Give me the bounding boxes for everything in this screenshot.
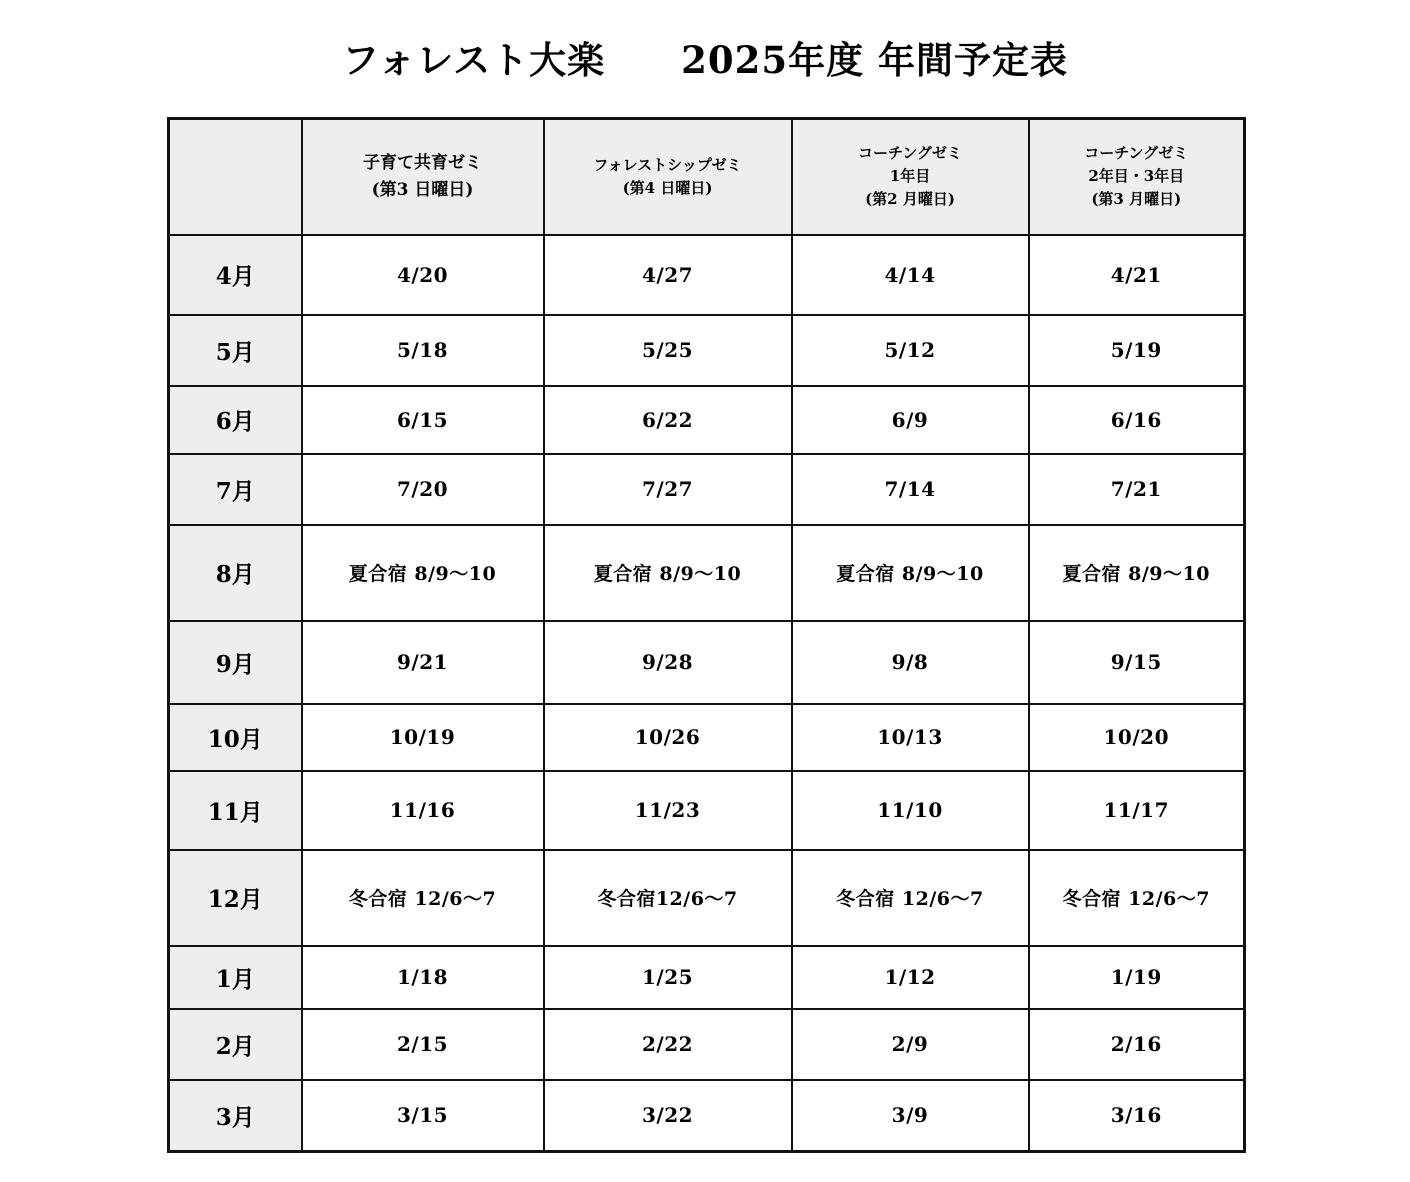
month-cell: 2月	[169, 1009, 302, 1080]
column-header-coaching-y23	[1029, 119, 1245, 235]
date-cell: 5/25	[544, 315, 792, 386]
header-row	[169, 119, 1245, 235]
date-cell: 1/25	[544, 946, 792, 1009]
date-cell: 11/16	[302, 771, 544, 850]
date-cell: 7/21	[1029, 454, 1245, 525]
date-cell: 11/23	[544, 771, 792, 850]
month-cell: 6月	[169, 386, 302, 454]
date-cell: 7/27	[544, 454, 792, 525]
column-title: フォレストシップゼミ	[593, 155, 742, 174]
date-cell: 7/14	[792, 454, 1029, 525]
table-row-april	[169, 235, 1245, 315]
date-cell: 5/18	[302, 315, 544, 386]
date-cell: 5/12	[792, 315, 1029, 386]
column-header-forestship	[544, 119, 792, 235]
column-title: コーチングゼミ	[1084, 143, 1189, 162]
date-cell: 1/19	[1029, 946, 1245, 1009]
date-cell: 6/22	[544, 386, 792, 454]
date-cell: 10/20	[1029, 704, 1245, 771]
date-cell: 9/15	[1029, 621, 1245, 704]
date-cell: 3/22	[544, 1080, 792, 1152]
date-cell: 冬合宿 12/6〜7	[302, 850, 544, 946]
table-row-december-winter-camp	[169, 850, 1245, 946]
date-cell: 9/28	[544, 621, 792, 704]
date-cell: 5/19	[1029, 315, 1245, 386]
date-cell: 10/13	[792, 704, 1029, 771]
date-cell: 9/8	[792, 621, 1029, 704]
month-cell: 3月	[169, 1080, 302, 1152]
table-row-september	[169, 621, 1245, 704]
table-row-october	[169, 704, 1245, 771]
date-cell: 11/17	[1029, 771, 1245, 850]
column-title: 子育て共育ゼミ	[363, 153, 482, 174]
date-cell: 冬合宿 12/6〜7	[792, 850, 1029, 946]
date-cell: 2/9	[792, 1009, 1029, 1080]
date-cell: 6/15	[302, 386, 544, 454]
column-subtitle: (第2 月曜日)	[865, 190, 955, 209]
table-row-march	[169, 1080, 1245, 1152]
page-title: フォレスト大楽 2025年度 年間予定表	[342, 38, 1068, 82]
month-cell: 8月	[169, 525, 302, 621]
month-cell: 11月	[169, 771, 302, 850]
date-cell: 冬合宿12/6〜7	[544, 850, 792, 946]
date-cell: 4/27	[544, 235, 792, 315]
schedule-table	[167, 117, 1246, 1153]
date-cell: 冬合宿 12/6〜7	[1029, 850, 1245, 946]
date-cell: 7/20	[302, 454, 544, 525]
column-title: コーチングゼミ	[858, 143, 962, 162]
date-cell: 10/26	[544, 704, 792, 771]
date-cell: 3/9	[792, 1080, 1029, 1152]
table-row-august-summer-camp	[169, 525, 1245, 621]
date-cell: 1/18	[302, 946, 544, 1009]
month-cell: 1月	[169, 946, 302, 1009]
date-cell: 6/16	[1029, 386, 1245, 454]
table-row-january	[169, 946, 1245, 1009]
date-cell: 4/21	[1029, 235, 1245, 315]
month-cell: 7月	[169, 454, 302, 525]
month-cell: 4月	[169, 235, 302, 315]
date-cell: 11/10	[792, 771, 1029, 850]
date-cell: 夏合宿 8/9〜10	[1029, 525, 1245, 621]
column-subtitle: (第3 日曜日)	[371, 179, 474, 200]
table-row-july	[169, 454, 1245, 525]
date-cell: 4/14	[792, 235, 1029, 315]
date-cell: 6/9	[792, 386, 1029, 454]
table-row-february	[169, 1009, 1245, 1080]
date-cell: 10/19	[302, 704, 544, 771]
date-cell: 2/15	[302, 1009, 544, 1080]
date-cell: 1/12	[792, 946, 1029, 1009]
date-cell: 4/20	[302, 235, 544, 315]
table-row-may	[169, 315, 1245, 386]
month-cell: 10月	[169, 704, 302, 771]
date-cell: 2/16	[1029, 1009, 1245, 1080]
date-cell: 夏合宿 8/9〜10	[544, 525, 792, 621]
date-cell: 夏合宿 8/9〜10	[792, 525, 1029, 621]
date-cell: 9/21	[302, 621, 544, 704]
column-subtitle: (第4 日曜日)	[622, 178, 713, 197]
column-header-kosodate	[302, 119, 544, 235]
month-cell: 5月	[169, 315, 302, 386]
date-cell: 3/16	[1029, 1080, 1245, 1152]
corner-cell	[169, 119, 302, 235]
table-row-june	[169, 386, 1245, 454]
month-cell: 9月	[169, 621, 302, 704]
table-row-november	[169, 771, 1245, 850]
date-cell: 3/15	[302, 1080, 544, 1152]
month-cell: 12月	[169, 850, 302, 946]
date-cell: 夏合宿 8/9〜10	[302, 525, 544, 621]
column-year: 2年目・3年目	[1088, 167, 1185, 186]
date-cell: 2/22	[544, 1009, 792, 1080]
column-subtitle: (第3 月曜日)	[1091, 190, 1182, 209]
column-year: 1年目	[889, 167, 931, 186]
column-header-coaching-y1	[792, 119, 1029, 235]
